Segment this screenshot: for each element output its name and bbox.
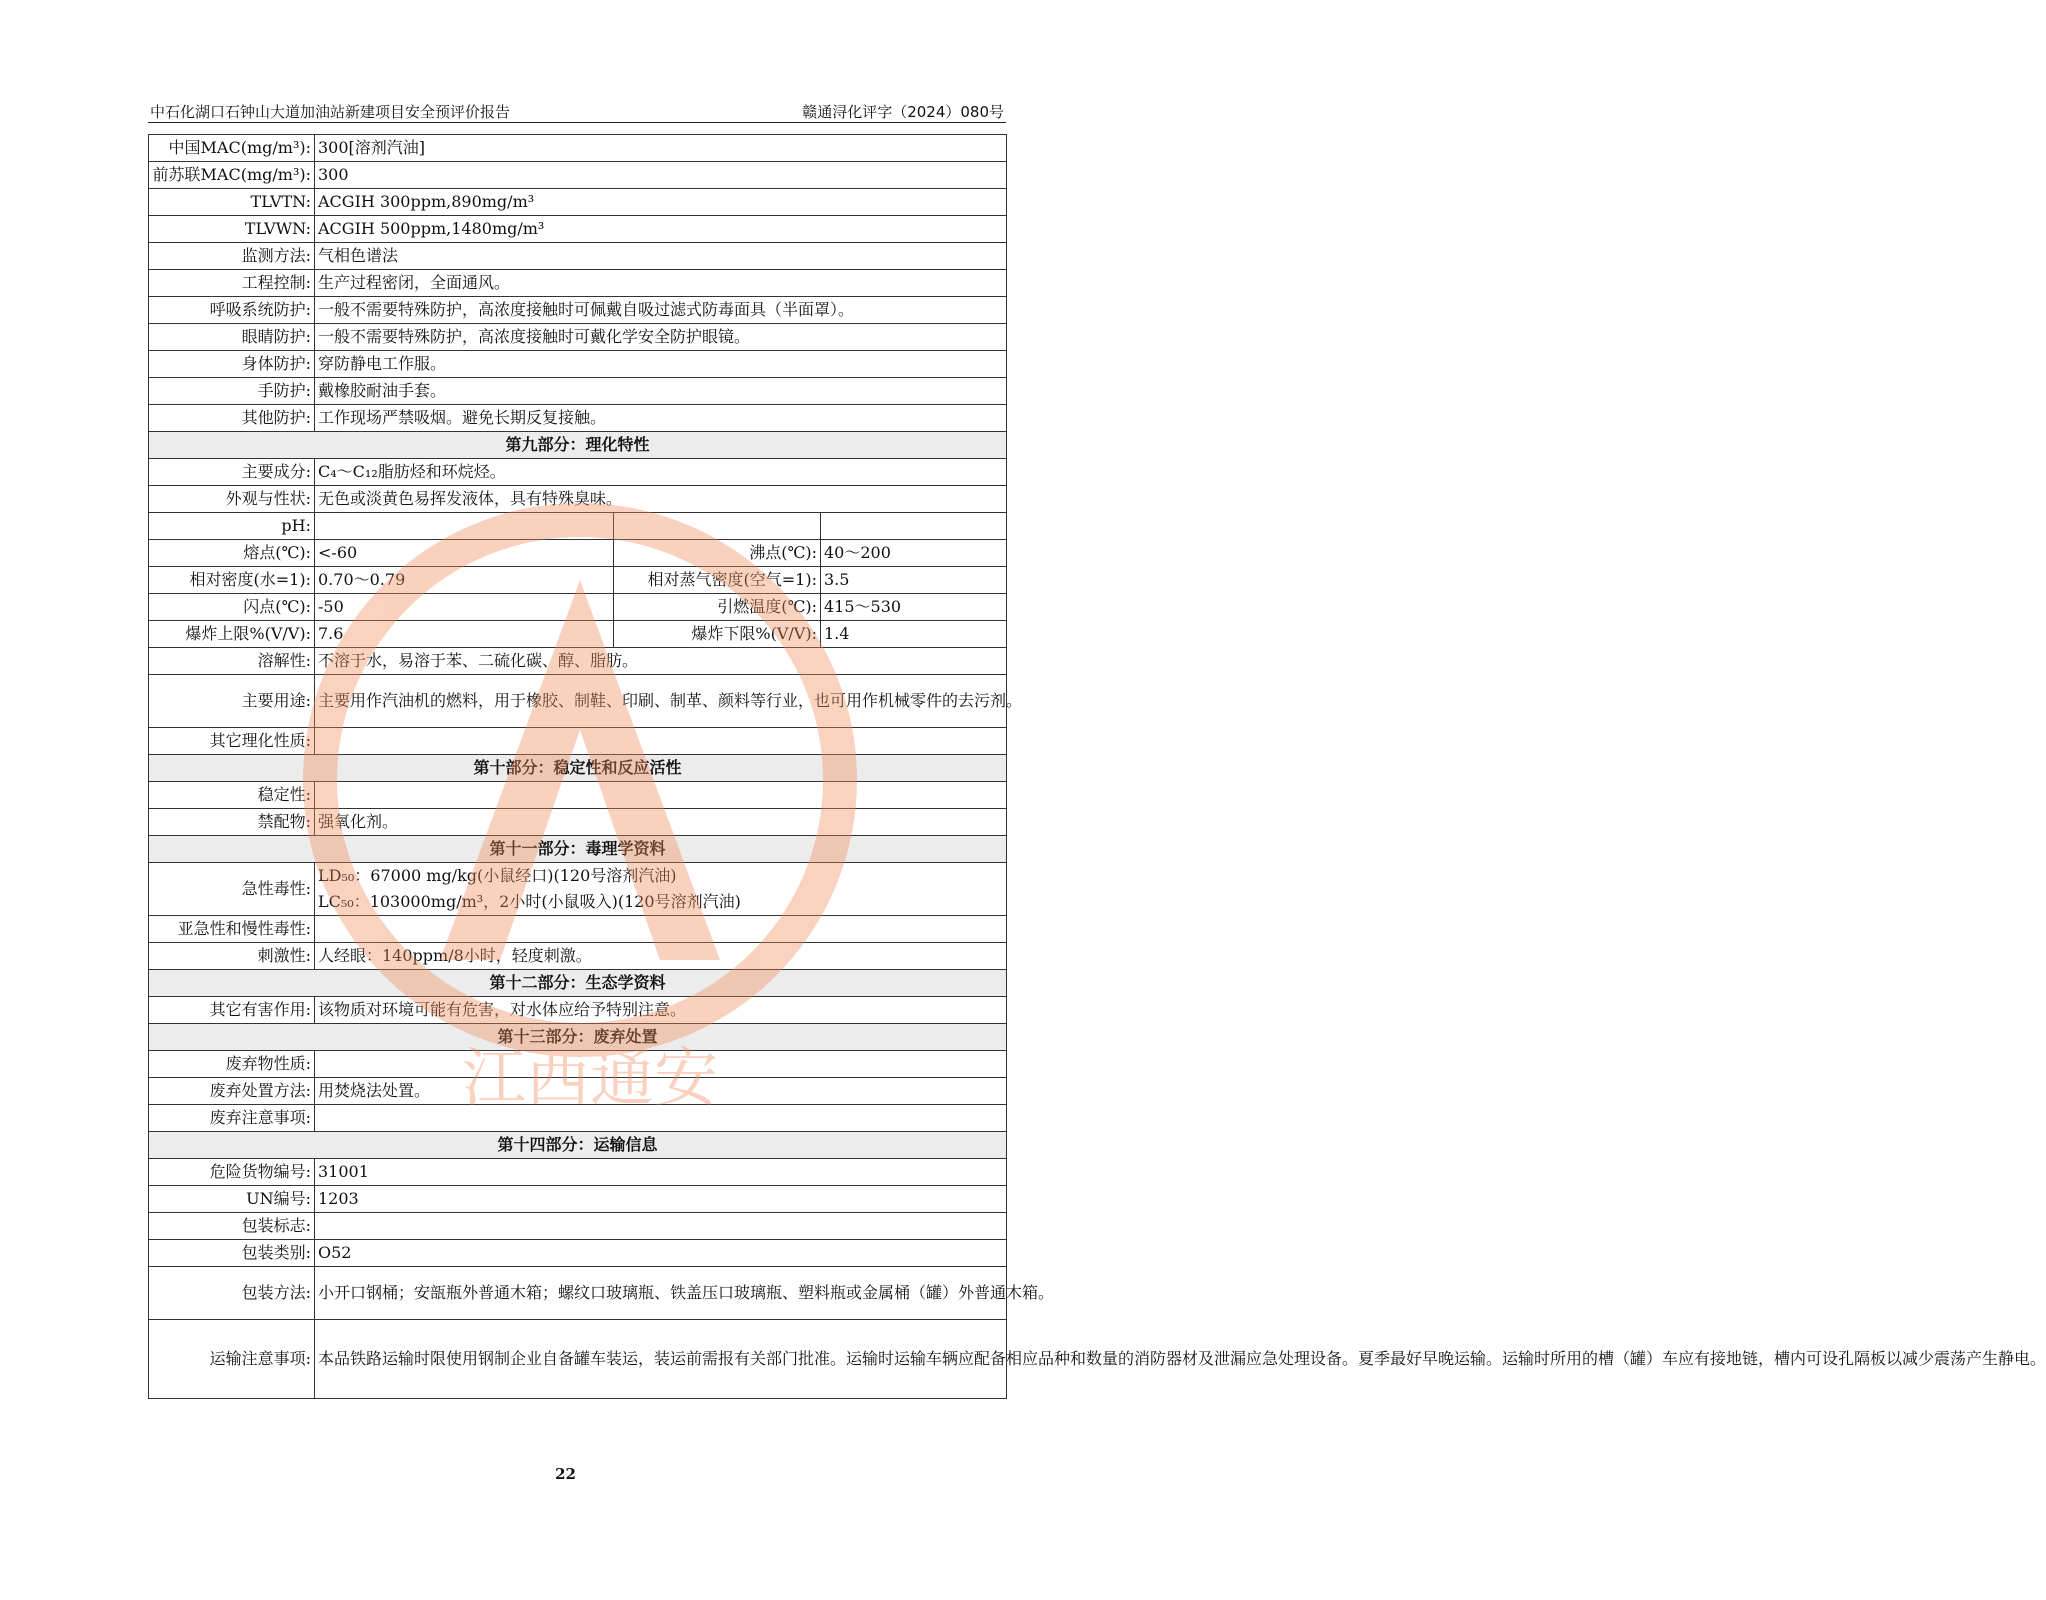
table-row <box>149 324 1007 351</box>
table-row <box>149 1267 1007 1320</box>
row-value: 该物质对环境可能有危害，对水体应给予特别注意。 <box>315 997 1007 1024</box>
table-row <box>149 1320 1007 1399</box>
row-label: 溶解性: <box>149 648 315 675</box>
row-value: 300 <box>315 162 1007 189</box>
row-label: UN编号: <box>149 1186 315 1213</box>
row-value: <-60 <box>315 540 614 567</box>
row-label: 身体防护: <box>149 351 315 378</box>
row-label: 中国MAC(mg/m³): <box>149 135 315 162</box>
row-value: 300[溶剂汽油] <box>315 135 1007 162</box>
table-row <box>149 270 1007 297</box>
table-row <box>149 540 1007 567</box>
table-row <box>149 728 1007 755</box>
table-row <box>149 486 1007 513</box>
row-label: 其它理化性质: <box>149 728 315 755</box>
row-value-2 <box>821 513 1007 540</box>
table-row <box>149 594 1007 621</box>
row-value: 强氧化剂。 <box>315 809 1007 836</box>
row-value: -50 <box>315 594 614 621</box>
table-row <box>149 135 1007 162</box>
row-label-2: 相对蒸气密度(空气=1): <box>614 567 821 594</box>
table-row <box>149 567 1007 594</box>
watermark-text: 江西通安 <box>462 1042 718 1116</box>
section-row <box>149 1024 1007 1051</box>
row-value: 0.70～0.79 <box>315 567 614 594</box>
row-value: 用焚烧法处置。 <box>315 1078 1007 1105</box>
row-value-2: 3.5 <box>821 567 1007 594</box>
section-row <box>149 432 1007 459</box>
row-label: 外观与性状: <box>149 486 315 513</box>
section-row <box>149 836 1007 863</box>
table-row <box>149 216 1007 243</box>
row-label: 急性毒性: <box>149 863 315 916</box>
row-value: 不溶于水，易溶于苯、二硫化碳、醇、脂肪。 <box>315 648 1007 675</box>
row-value: ACGIH 500ppm,1480mg/m³ <box>315 216 1007 243</box>
row-label: 前苏联MAC(mg/m³): <box>149 162 315 189</box>
row-label-2: 沸点(℃): <box>614 540 821 567</box>
row-value: 小开口钢桶；安瓿瓶外普通木箱；螺纹口玻璃瓶、铁盖压口玻璃瓶、塑料瓶或金属桶（罐）外普通木箱。 <box>315 1267 1007 1320</box>
row-label: 爆炸上限%(V/V): <box>149 621 315 648</box>
section-heading: 第九部分：理化特性 <box>149 432 1007 459</box>
row-label: 呼吸系统防护: <box>149 297 315 324</box>
table-row <box>149 916 1007 943</box>
section-row <box>149 970 1007 997</box>
row-label: 主要用途: <box>149 675 315 728</box>
row-label: 手防护: <box>149 378 315 405</box>
row-value <box>315 1213 1007 1240</box>
row-value: 工作现场严禁吸烟。避免长期反复接触。 <box>315 405 1007 432</box>
row-label: pH: <box>149 513 315 540</box>
row-label: 刺激性: <box>149 943 315 970</box>
row-value <box>315 513 614 540</box>
table-row <box>149 1105 1007 1132</box>
row-value: 无色或淡黄色易挥发液体，具有特殊臭味。 <box>315 486 1007 513</box>
table-row <box>149 243 1007 270</box>
table-row <box>149 997 1007 1024</box>
acute-toxicity-lc50: LC₅₀：103000mg/m³，2小时(小鼠吸入)(120号溶剂汽油) <box>318 892 741 911</box>
row-value: 一般不需要特殊防护，高浓度接触时可戴化学安全防护眼镜。 <box>315 324 1007 351</box>
row-value <box>315 916 1007 943</box>
row-label: 熔点(℃): <box>149 540 315 567</box>
row-value: 穿防静电工作服。 <box>315 351 1007 378</box>
row-label: 闪点(℃): <box>149 594 315 621</box>
table-row <box>149 1213 1007 1240</box>
table-row <box>149 351 1007 378</box>
row-value: 主要用作汽油机的燃料，用于橡胶、制鞋、印刷、制革、颜料等行业，也可用作机械零件的去污剂。 <box>315 675 1007 728</box>
row-label: TLVTN: <box>149 189 315 216</box>
row-label: 包装标志: <box>149 1213 315 1240</box>
row-label: 运输注意事项: <box>149 1320 315 1399</box>
row-value: O52 <box>315 1240 1007 1267</box>
row-value-2: 40～200 <box>821 540 1007 567</box>
row-label: 禁配物: <box>149 809 315 836</box>
row-label-2: 引燃温度(℃): <box>614 594 821 621</box>
section-heading: 第十四部分：运输信息 <box>149 1132 1007 1159</box>
row-value: 气相色谱法 <box>315 243 1007 270</box>
row-value: 7.6 <box>315 621 614 648</box>
msds-table <box>148 134 2046 1399</box>
row-value: ACGIH 300ppm,890mg/m³ <box>315 189 1007 216</box>
row-label: 其他防护: <box>149 405 315 432</box>
row-label: 其它有害作用: <box>149 997 315 1024</box>
table-row <box>149 1240 1007 1267</box>
table-row <box>149 863 1007 916</box>
section-row <box>149 1132 1007 1159</box>
row-value <box>315 728 1007 755</box>
row-value: 人经眼：140ppm/8小时，轻度刺激。 <box>315 943 1007 970</box>
table-row <box>149 378 1007 405</box>
table-row <box>149 513 1007 540</box>
row-label: 包装类别: <box>149 1240 315 1267</box>
row-label: 废弃注意事项: <box>149 1105 315 1132</box>
row-label: TLVWN: <box>149 216 315 243</box>
row-label: 亚急性和慢性毒性: <box>149 916 315 943</box>
row-label: 危险货物编号: <box>149 1159 315 1186</box>
row-label-2 <box>614 513 821 540</box>
table-row <box>149 162 1007 189</box>
section-heading: 第十部分：稳定性和反应活性 <box>149 755 1007 782</box>
table-row <box>149 782 1007 809</box>
row-value: C₄～C₁₂脂肪烃和环烷烃。 <box>315 459 1007 486</box>
acute-toxicity-ld50: LD₅₀：67000 mg/kg(小鼠经口)(120号溶剂汽油) <box>318 866 677 885</box>
table-row <box>149 405 1007 432</box>
row-label: 监测方法: <box>149 243 315 270</box>
page-number: 22 <box>555 1465 576 1483</box>
table-row <box>149 809 1007 836</box>
row-value: 31001 <box>315 1159 1007 1186</box>
table-row <box>149 675 1007 728</box>
table-row <box>149 1159 1007 1186</box>
row-value <box>315 782 1007 809</box>
table-row <box>149 297 1007 324</box>
row-value-2: 1.4 <box>821 621 1007 648</box>
table-row <box>149 943 1007 970</box>
row-label: 工程控制: <box>149 270 315 297</box>
table-row <box>149 459 1007 486</box>
row-label-2: 爆炸下限%(V/V): <box>614 621 821 648</box>
row-label: 主要成分: <box>149 459 315 486</box>
table-row <box>149 621 1007 648</box>
table-row <box>149 1078 1007 1105</box>
row-label: 相对密度(水=1): <box>149 567 315 594</box>
row-label: 眼睛防护: <box>149 324 315 351</box>
table-row <box>149 648 1007 675</box>
table-row <box>149 1186 1007 1213</box>
row-value <box>315 863 1007 916</box>
table-row <box>149 189 1007 216</box>
section-heading: 第十二部分：生态学资料 <box>149 970 1007 997</box>
row-label: 废弃物性质: <box>149 1051 315 1078</box>
row-value <box>315 1105 1007 1132</box>
section-heading: 第十一部分：毒理学资料 <box>149 836 1007 863</box>
table-row <box>149 1051 1007 1078</box>
row-label: 稳定性: <box>149 782 315 809</box>
row-value: 本品铁路运输时限使用钢制企业自备罐车装运，装运前需报有关部门批准。运输时运输车辆应配备相应品种和数量的消防器材及泄漏应急处理设备。夏季最好早晚运输。运输时所用的槽（罐）车应有接地链，槽内可设孔隔板以减少震荡产生静电。 <box>315 1320 1007 1399</box>
row-value: 戴橡胶耐油手套。 <box>315 378 1007 405</box>
row-value: 生产过程密闭，全面通风。 <box>315 270 1007 297</box>
report-title: 中石化湖口石钟山大道加油站新建项目安全预评价报告 <box>150 103 511 121</box>
section-heading: 第十三部分：废弃处置 <box>149 1024 1007 1051</box>
section-row <box>149 755 1007 782</box>
row-label: 包装方法: <box>149 1267 315 1320</box>
row-label: 废弃处置方法: <box>149 1078 315 1105</box>
row-value: 1203 <box>315 1186 1007 1213</box>
report-number: 赣通浔化评字（2024）080号 <box>802 103 1004 121</box>
page-header <box>148 100 1006 123</box>
row-value: 一般不需要特殊防护，高浓度接触时可佩戴自吸过滤式防毒面具（半面罩）。 <box>315 297 1007 324</box>
row-value <box>315 1051 1007 1078</box>
row-value-2: 415～530 <box>821 594 1007 621</box>
